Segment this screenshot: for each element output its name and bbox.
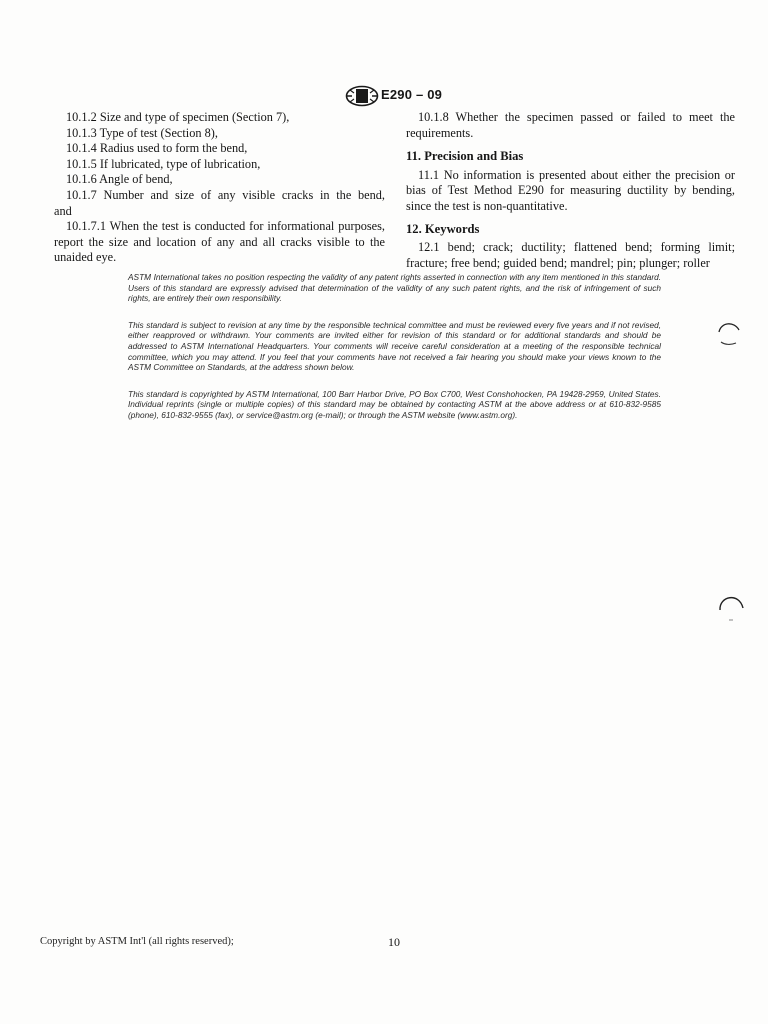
list-item-continuation: and xyxy=(54,203,72,218)
list-item: 10.1.7.1 When the test is conducted for informational purposes, report the size and location of any and all cracks visible to the unaided eye. xyxy=(54,219,385,265)
list-item: 10.1.5 If lubricated, type of lubrication, xyxy=(66,156,261,171)
list-item: 10.1.7 Number and size of any visible cracks in the bend, xyxy=(66,187,385,202)
revision-notice: This standard is subject to revision at any time by the responsible technical committee and must be reviewed every five years and if not revised, either reapproved or withdrawn. Your comments are invited either for revision of this standard or for additional standards and should be addressed to ASTM International Headquarters. Your comments will receive careful consideration at a meeting of the responsible technical committee, which you may attend. If you feel that your comments have not received a fair hearing you should make your views known to the ASTM Committee on Standards, at the address shown below. xyxy=(128,319,661,373)
page-number: 10 xyxy=(388,935,400,949)
list-item: 10.1.8 Whether the specimen passed or failed to meet the requirements. xyxy=(406,110,735,140)
astm-logo-icon xyxy=(345,85,379,107)
document-id: E290 – 09 xyxy=(381,87,443,102)
list-item: 10.1.4 Radius used to form the bend, xyxy=(66,141,248,156)
left-column xyxy=(54,110,385,266)
punch-hole-mark-icon xyxy=(717,590,745,624)
punch-hole-mark-icon xyxy=(716,320,742,350)
section-paragraph: 11.1 No information is presented about either the precision or bias of Test Method E290 for measuring ductility by bending, since the test is non-quantitative. xyxy=(406,167,735,213)
page-header xyxy=(0,84,768,108)
right-column xyxy=(406,110,735,271)
legal-notices xyxy=(128,272,661,437)
section-heading-keywords: 12. Keywords xyxy=(406,221,480,236)
copyright-notice: This standard is copyrighted by ASTM International, 100 Barr Harbor Drive, PO Box C700, West Conshohocken, PA 19428-2959, United States. Individual reprints (single or multiple copies) of this standard may be obtained by contacting ASTM at the above address or at 610-832-9585 (phone), 610-832-9555 (fax), or service@astm.org (e-mail); or through the ASTM website (www.astm.org). xyxy=(128,388,661,420)
section-heading-precision-bias: 11. Precision and Bias xyxy=(406,149,524,164)
list-item: 10.1.6 Angle of bend, xyxy=(66,172,173,187)
section-paragraph: 12.1 bend; crack; ductility; flattened bend; forming limit; fracture; free bend; guided bend; mandrel; pin; plunger; roller xyxy=(406,240,735,270)
list-item: 10.1.3 Type of test (Section 8), xyxy=(66,125,218,140)
footer-copyright: Copyright by ASTM Int'l (all rights reserved); xyxy=(40,936,234,947)
list-item: 10.1.2 Size and type of specimen (Section 7), xyxy=(66,110,290,124)
patent-notice: ASTM International takes no position respecting the validity of any patent rights asserted in connection with any item mentioned in this standard. Users of this standard are expressly advised that determination of the validity of any such patent rights, and the risk of infringement of such rights, are entirely their own responsibility. xyxy=(128,272,661,304)
